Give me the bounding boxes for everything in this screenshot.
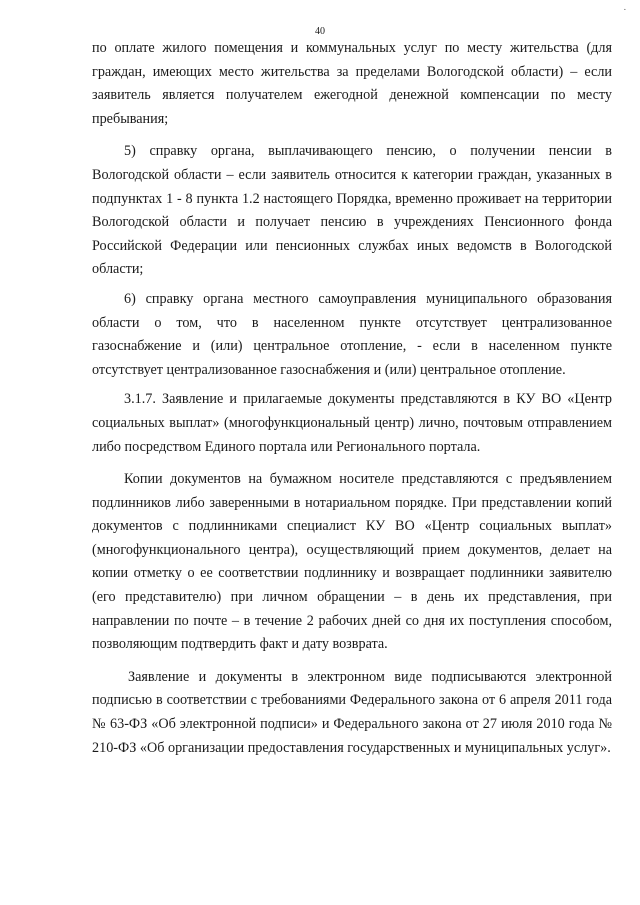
paragraph-item-6: 6) справку органа местного самоуправления муниципального образования области о том, что в населенном пункте отсутствует централизованное газоснабжение и (или) центральное отопление, - если в населенном пункте отсутствует централизованное газоснабжения и (или) центральное отопление. bbox=[92, 290, 612, 378]
paragraph-item-5: 5) справку органа, выплачивающего пенсию, о получении пенсии в Вологодской области – если заявитель относится к категории граждан, указанных в подпунктах 1 - 8 пункта 1.2 настоящего Порядка, временно проживает на территории Вологодской области и получает пенсию в учреждениях Пенсионного фонда Российской Федерации или пенсионных службах иных ведомств в Вологодской области; bbox=[92, 143, 612, 278]
document-body bbox=[92, 37, 612, 760]
scan-corner-mark: . bbox=[623, 2, 626, 12]
page-number: 40 bbox=[315, 26, 325, 37]
paragraph-continuation: по оплате жилого помещения и коммунальных услуг по месту жительства (для граждан, имеющих место жительства за пределами Вологодской области) – если заявитель является получателем ежегодной денежной компенсации по месту пребывания; bbox=[92, 40, 612, 127]
paragraph-electronic-signature: Заявление и документы в электронном виде подписываются электронной подписью в соответствии с требованиями Федерального закона от 6 апреля 2011 года № 63-ФЗ «Об электронной подписи» и Федерального закона от 27 июля 2010 года № 210-ФЗ «Об организации предоставления государственных и муниципальных услуг». bbox=[92, 668, 612, 756]
paragraph-3-1-7: 3.1.7. Заявление и прилагаемые документы представляются в КУ ВО «Центр социальных выплат» (многофункциональный центр) лично, почтовым отправлением либо посредством Единого портала или Регионального портала. bbox=[92, 391, 612, 455]
paragraph-copies: Копии документов на бумажном носителе представляются с предъявлением подлинников либо заверенными в нотариальном порядке. При представлении копий документов с подлинниками специалист КУ ВО «Центр социальных выплат» (многофункционального центра), осуществляющий прием документов, делает на копии отметку о ее соответствии подлиннику и возвращает подлинники заявителю (его представителю) при личном обращении – в день их представления, при направлении по почте – в течение 2 рабочих дней со дня их поступления способом, позволяющим подтвердить факт и дату возврата. bbox=[92, 471, 612, 653]
